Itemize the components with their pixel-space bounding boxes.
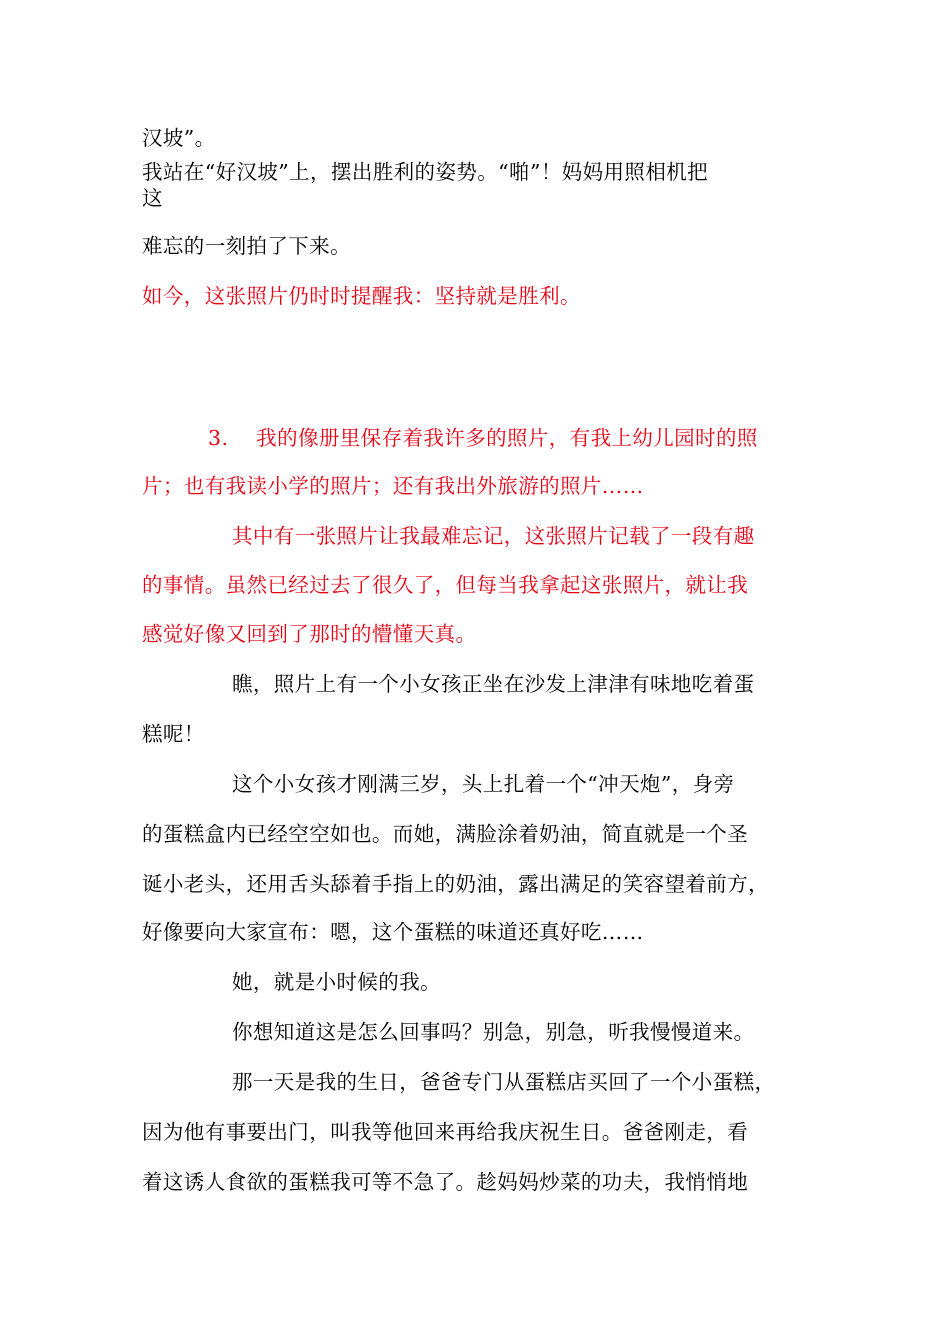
text-line: 我站在“好汉坡”上，摆出胜利的姿势。“啪”！妈妈用照相机把 [142, 160, 709, 184]
highlighted-text-line: 感觉好像又回到了那时的懵懂天真。 [142, 622, 477, 646]
text-line: 你想知道这是怎么回事吗？别急，别急，听我慢慢道来。 [232, 1020, 755, 1044]
text-line: 这个小女孩才刚满三岁，头上扎着一个“冲天炮”，身旁 [232, 772, 735, 796]
text-line: 好像要向大家宣布：嗯，这个蛋糕的味道还真好吃…… [142, 920, 644, 944]
text-line: 这 [142, 186, 163, 210]
text-line: 那一天是我的生日，爸爸专门从蛋糕店买回了一个小蛋糕， [232, 1070, 776, 1094]
text-line: 诞小老头，还用舌头舔着手指上的奶油，露出满足的笑容望着前方， [142, 872, 769, 896]
highlighted-text-line: 的事情。虽然已经过去了很久了，但每当我拿起这张照片，就让我 [142, 573, 749, 597]
text-line: 因为他有事要出门，叫我等他回来再给我庆祝生日。爸爸刚走，看 [142, 1120, 749, 1144]
text-line: 她，就是小时候的我。 [232, 970, 441, 994]
numbered-paragraph-line: 3. 我的像册里保存着我许多的照片，有我上幼儿园时的照 [208, 426, 758, 450]
text-line: 难忘的一刻拍了下来。 [142, 234, 351, 258]
text-line: 糕呢！ [142, 722, 205, 746]
highlighted-text-line: 片；也有我读小学的照片；还有我出外旅游的照片…… [142, 474, 644, 498]
highlighted-text-line: 其中有一张照片让我最难忘记，这张照片记载了一段有趣 [232, 524, 755, 548]
text-line: 瞧，照片上有一个小女孩正坐在沙发上津津有味地吃着蛋 [232, 672, 755, 696]
text-line: 汉坡”。 [142, 126, 216, 150]
text-line: 的蛋糕盒内已经空空如也。而她，满脸涂着奶油，简直就是一个圣 [142, 822, 749, 846]
highlighted-text-line: 如今，这张照片仍时时提醒我：坚持就是胜利。 [142, 284, 581, 308]
text-line: 着这诱人食欲的蛋糕我可等不急了。趁妈妈炒菜的功夫，我悄悄地 [142, 1170, 749, 1194]
